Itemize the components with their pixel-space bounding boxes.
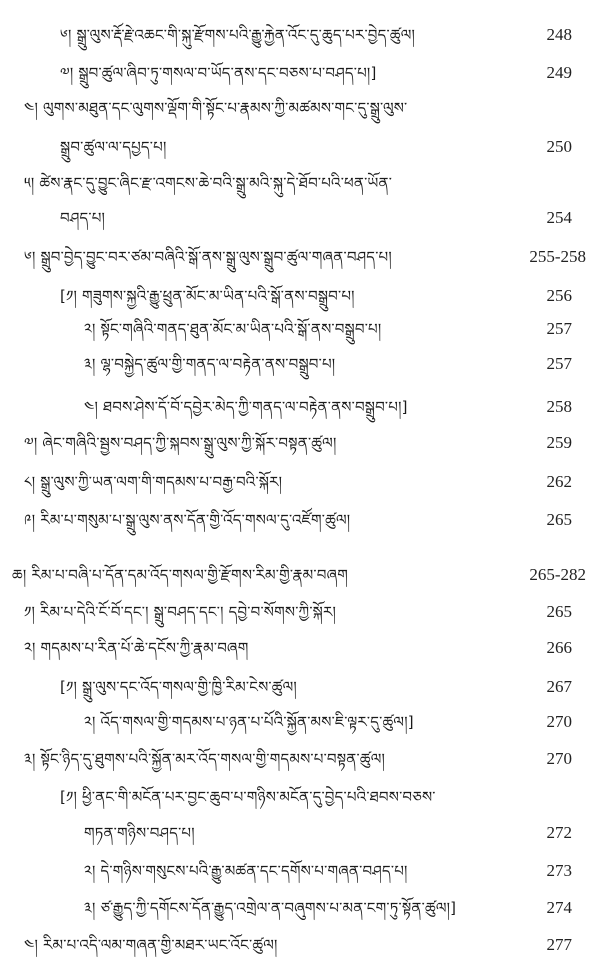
toc-entry (0, 707, 600, 737)
entry-title: ༢། དེ་གཉིས་གསུངས་པའི་རྒྱུ་མཚན་དང་དགོས་པ་གཞན་བཤད་པ། (84, 862, 408, 880)
entry-title: ༨། སྒྲུ་ལུས་ཀྱི་ཡན་ལག་གི་གདམས་པ་བརྒྱ་བའི་སྐོར། (24, 473, 283, 491)
toc-entry (0, 597, 600, 627)
toc-entry (0, 349, 600, 379)
entry-title: ༣། ལྷ་བསྐྱེད་ཚུལ་གྱི་གནད་ལ་བརྟེན་ནས་བསྒྲུབ་པ། (84, 355, 336, 373)
entry-title: ༤། ལུགས་མཐུན་དང་ལུགས་ལྡོག་གི་སྟོང་པ་རྣམས་ཀྱི་མཚམས་གང་དུ་སྒྲུ་ལུས་ (24, 99, 408, 117)
page-number: 255-258 (529, 247, 586, 266)
page-number: 258 (546, 397, 572, 416)
entry-title: [༡། སྒྲུ་ལུས་དང་འོད་གསལ་གྱི་ཁྱི་རིམ་ངེས་ཚུལ། (60, 678, 297, 696)
page-number: 265-282 (529, 565, 586, 584)
page-number: 254 (546, 208, 572, 227)
entry-title: གཏན་གཉིས་བཤད་པ། (84, 824, 195, 842)
toc-entry (0, 132, 600, 162)
toc-entry (0, 93, 600, 123)
page-number: 262 (546, 472, 572, 491)
toc-entry (0, 672, 600, 702)
toc-entry (0, 633, 600, 663)
page-number: 257 (546, 354, 572, 373)
page-number: 249 (546, 63, 572, 82)
toc-entry (0, 782, 600, 812)
entry-title: ༢། སྟོང་གཞིའི་གནད་ཐུན་མོང་མ་ཡིན་པའི་སྒོ་ནས་བསྒྲུབ་པ། (84, 320, 382, 338)
entry-title: ༢། གདམས་པ་རིན་པོ་ཆེ་དངོས་ཀྱི་རྣམ་བཞག (24, 639, 249, 657)
toc-entry (0, 930, 600, 960)
page-number: 272 (546, 823, 572, 842)
toc-entry (0, 744, 600, 774)
toc-entry (0, 168, 600, 198)
page-number: 266 (546, 638, 572, 657)
entry-title: སྒྲུབ་ཚུལ་ལ་དཔྱད་པ། (60, 138, 167, 156)
entry-title: ༢། འོད་གསལ་གྱི་གདམས་པ་ཉན་པ་པོའི་སྐྱོན་མས་ཇི་ལྟར་དུ་ཚུལ།] (84, 713, 414, 731)
toc-entry (0, 428, 600, 458)
page-number: 265 (546, 510, 572, 529)
toc-entry (0, 242, 600, 272)
page-number: 270 (546, 712, 572, 731)
page-number: 277 (546, 935, 572, 954)
entry-title: ༥། ཚེས་རྣང་དུ་བྱུང་ཞིང་རྫ་འགངས་ཆེ་བའི་སྒྲུ་མའི་སྐུ་དེ་ཐོབ་པའི་ཕན་ཡོན་ (24, 174, 393, 192)
entry-title: ༤། རིམ་པ་འདི་ལམ་གཞན་གྱི་མཐར་ཡང་འོང་ཚུལ། (24, 936, 278, 954)
entry-title: ༤། ཐབས་ཤེས་དོ་བོ་དབྱེར་མེད་ཀྱི་གནད་ལ་བརྟེན་ནས་བསྒྲུབ་པ།] (84, 398, 408, 416)
page-number: 250 (546, 137, 572, 156)
entry-title: ༣། ཙ་རྒྱུད་ཀྱི་དགོངས་དོན་རྒྱུད་འགྲེལ་ན་བཞུགས་པ་མན་ངག་ཏུ་སྟོན་ཚུལ།] (84, 899, 457, 917)
entry-title: ༧། སྒྲུབ་ཚུལ་ཞིབ་ཏུ་གསལ་བ་ཡོད་ནས་དང་བཅས་པ་བཤད་པ།] (60, 64, 377, 82)
page-number: 270 (546, 749, 572, 768)
page-number: 274 (546, 898, 572, 917)
toc-entry (0, 314, 600, 344)
toc-entry (0, 58, 600, 88)
toc-entry (0, 281, 600, 311)
entry-title: ༦། སྒྲུབ་བྱེད་བྱུང་བར་ཙམ་བཞིའི་སྒོ་ནས་སྒྲུ་ལུས་སྒྲུབ་ཚུལ་གཞན་བཤད་པ། (24, 248, 392, 266)
entry-title: བཤད་པ། (60, 209, 106, 227)
page-number: 273 (546, 861, 572, 880)
page-number: 265 (546, 602, 572, 621)
entry-title: [༡། གཟུགས་སྐྱའི་རྒྱུ་ཕྲུན་མོང་མ་ཡིན་པའི་སྒོ་ནས་བསྒྲུབ་པ། (60, 287, 355, 305)
toc-entry (0, 818, 600, 848)
entry-title: ཆ། རིམ་པ་བཞི་པ་དོན་དམ་འོད་གསལ་གྱི་རྫོགས་རིམ་གྱི་རྣམ་བཞག (12, 566, 349, 584)
entry-title: ༣། སྟོང་ཉིད་དུ་ཐུགས་པའི་སྐྱོན་མར་འོད་གསལ་གྱི་གདམས་པ་བསྟན་ཚུལ། (24, 750, 386, 768)
toc-entry (0, 893, 600, 923)
page-number: 248 (546, 25, 572, 44)
entry-title: ༡། རིམ་པ་དེའི་ངོ་བོ་དང་། སྒྲུ་བཤད་དང་། དབྱེ་བ་སོགས་ཀྱི་སྐོར། (24, 603, 337, 621)
page-number: 259 (546, 433, 572, 452)
toc-entry (0, 856, 600, 886)
toc-entry (0, 203, 600, 233)
entry-title: ༦། སྒྲུ་ལུས་རྡོ་རྗེ་འཆང་གི་སྐུ་རྫོགས་པའི་རྒྱུ་རྐྱེན་འོང་དུ་ཆུད་པར་བྱེད་ཚུལ། (60, 26, 416, 44)
toc-entry (0, 467, 600, 497)
toc-entry (0, 392, 600, 422)
toc-entry (0, 505, 600, 535)
page-number: 267 (546, 677, 572, 696)
entry-title: ༩། རིམ་པ་གསུམ་པ་སྒྲུ་ལུས་ནས་དོན་གྱི་འོད་གསལ་དུ་འཛོག་ཚུལ། (24, 511, 351, 529)
toc-entry (0, 560, 600, 590)
page-number: 256 (546, 286, 572, 305)
toc-entry (0, 20, 600, 50)
page-number: 257 (546, 319, 572, 338)
entry-title: [༡། ཕྱི་ནང་གི་མངོན་པར་བྱང་ཆུབ་པ་གཉིས་མངོན་དུ་བྱེད་པའི་ཐབས་བཅས་ (60, 788, 436, 806)
entry-title: ༧། ཞེང་གཞིའི་སྦྱས་བཤད་ཀྱི་སྐབས་སྒྲུ་ལུས་ཀྱི་སྐོར་བསྟན་ཚུལ། (24, 434, 337, 452)
